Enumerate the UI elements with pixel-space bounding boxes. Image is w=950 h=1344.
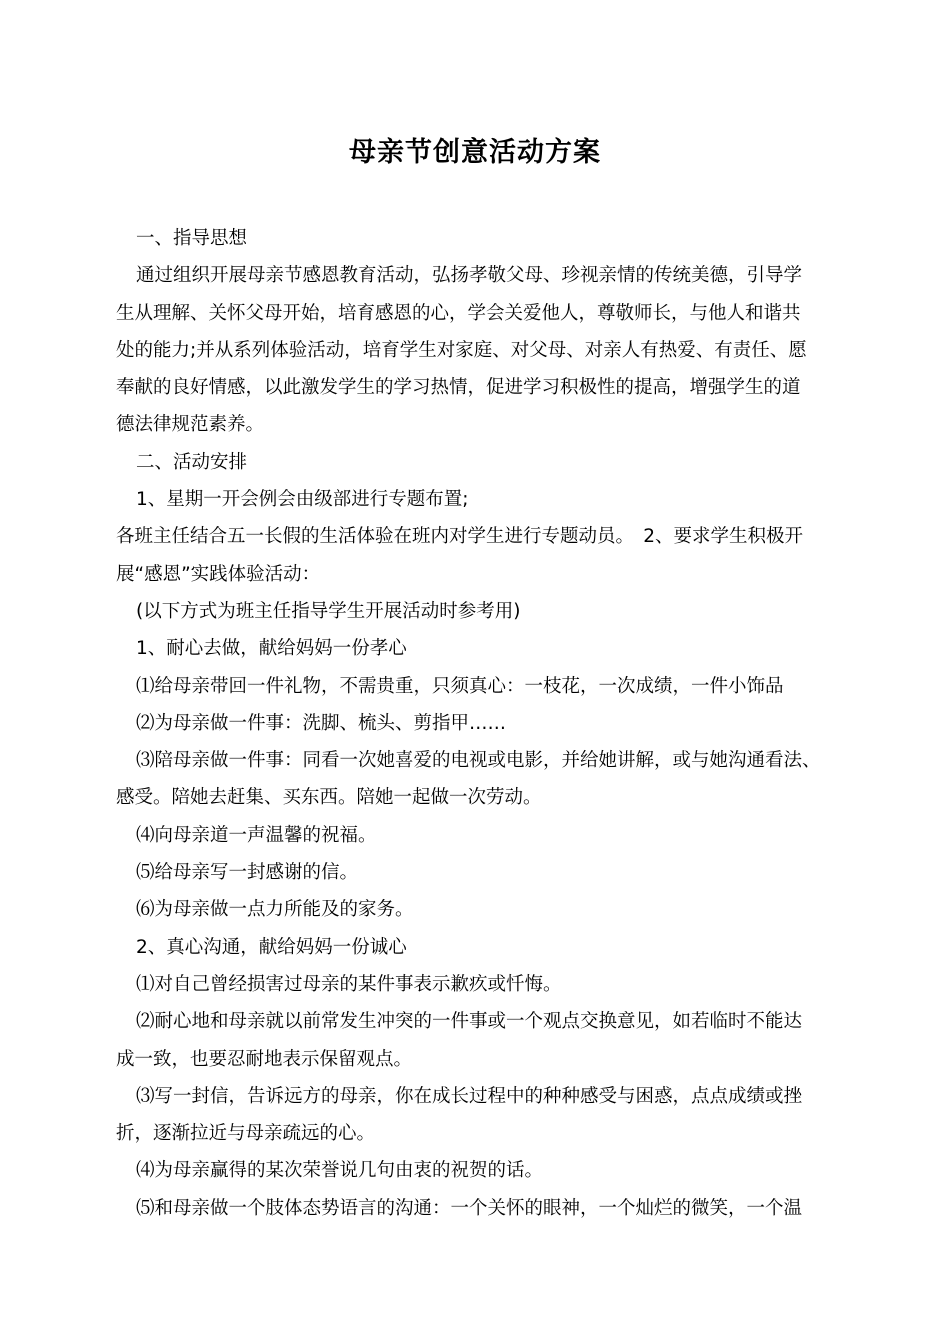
- list-item: ⑸给母亲写一封感谢的信。: [136, 862, 359, 884]
- list-item: 1、星期一开会例会由级部进行专题布置;: [136, 489, 469, 511]
- paragraph-line: 折，逐渐拉近与母亲疏远的心。: [116, 1123, 376, 1145]
- subsection-heading: 1、耐心去做，献给妈妈一份孝心: [136, 638, 407, 660]
- paragraph-line: 处的能力;并从系列体验活动，培育学生对家庭、对父母、对亲人有热爱、有责任、愿: [116, 339, 807, 361]
- list-item: ⑶写一封信，告诉远方的母亲，你在成长过程中的种种感受与困惑，点点成绩或挫: [136, 1085, 803, 1107]
- list-item: ⑵耐心地和母亲就以前常发生冲突的一件事或一个观点交换意见，如若临时不能达: [136, 1011, 803, 1033]
- section-heading-guiding-ideology: 一、指导思想: [136, 228, 248, 249]
- paragraph-line: 通过组织开展母亲节感恩教育活动，弘扬孝敬父母、珍视亲情的传统美德，引导学: [136, 265, 803, 287]
- list-item: ⑹为母亲做一点力所能及的家务。: [136, 899, 414, 921]
- subsection-heading: 2、真心沟通，献给妈妈一份诚心: [136, 936, 407, 958]
- list-item: ⑶陪母亲做一件事：同看一次她喜爱的电视或电影，并给她讲解，或与她沟通看法、: [136, 750, 821, 772]
- paragraph-line: 成一致，也要忍耐地表示保留观点。: [116, 1048, 413, 1070]
- paragraph-line: 展“感恩”实践体验活动：: [116, 563, 321, 585]
- paragraph-line: 生从理解、关怀父母开始，培育感恩的心，学会关爱他人，尊敬师长，与他人和谐共: [116, 302, 801, 324]
- paragraph-line: 奉献的良好情感，以此激发学生的学习热情，促进学习积极性的提高，增强学生的道: [116, 377, 801, 399]
- document-title: 母亲节创意活动方案: [349, 137, 601, 168]
- list-item: ⑵为母亲做一件事：洗脚、梳头、剪指甲……: [136, 712, 507, 734]
- list-item: ⑸和母亲做一个肢体态势语言的沟通：一个关怀的眼神，一个灿烂的微笑，一个温: [136, 1197, 803, 1219]
- note-line: (以下方式为班主任指导学生开展活动时参考用): [136, 600, 521, 622]
- paragraph-line: 感受。陪她去赶集、买东西。陪她一起做一次劳动。: [116, 787, 542, 809]
- paragraph-line: 各班主任结合五一长假的生活体验在班内对学生进行专题动员。 2、要求学生积极开: [116, 526, 804, 548]
- list-item: ⑴给母亲带回一件礼物，不需贵重，只须真心：一枝花，一次成绩，一件小饰品: [136, 675, 784, 697]
- list-item: ⑴对自己曾经损害过母亲的某件事表示歉疚或忏悔。: [136, 973, 562, 995]
- document-body: [116, 220, 846, 1227]
- list-item: ⑷为母亲赢得的某次荣誉说几句由衷的祝贺的话。: [136, 1160, 544, 1182]
- section-heading-activity-arrangement: 二、活动安排: [136, 451, 248, 473]
- list-item: ⑷向母亲道一声温馨的祝福。: [136, 824, 377, 846]
- paragraph-line: 德法律规范素养。: [116, 414, 265, 436]
